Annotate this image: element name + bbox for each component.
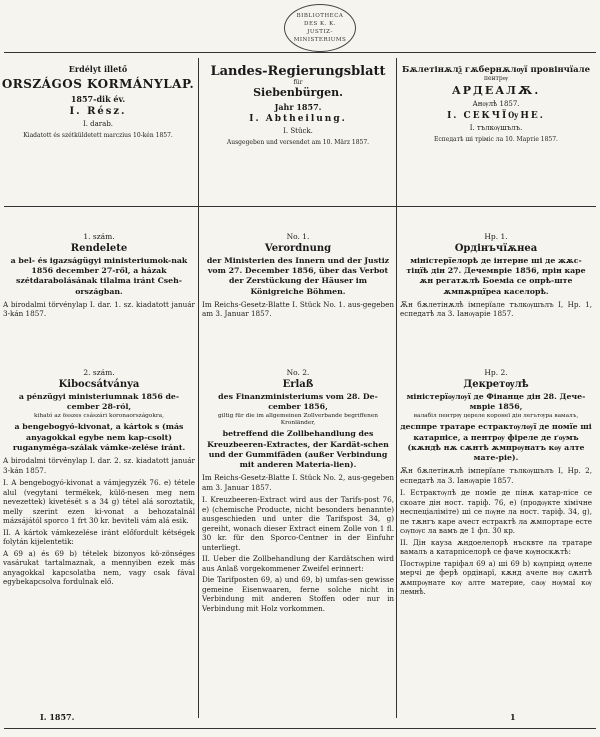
ro-issue: І. тълкѹшълъ. bbox=[469, 124, 523, 132]
doc1-de-ref: Im Reichs-Gesetz-Blatte I. Stück No. 1. aus-gegeben am 3. Januar 1857. bbox=[202, 299, 394, 319]
doc2-de-small: giltig für die im allgemeinen Zollverbande begriffenen Kronländer, bbox=[217, 413, 379, 427]
doc1-ro-kind: Ордінъчїѫнеа bbox=[454, 243, 538, 254]
header-romanian bbox=[398, 58, 594, 143]
doc2-hu-text1: a pénzügyi ministeriumnak 1856 de-cember 28-ról, bbox=[18, 392, 180, 412]
doc2-hu-text2: a bengebogyó-kivonat, a kártok s (más anyagokkal egybe nem kap-csolt) ruganyméga-szálak vámke-zelése iránt. bbox=[12, 422, 186, 452]
doc2-ro-kind: Декретѹлѣ bbox=[463, 379, 529, 390]
doc2-hungarian bbox=[3, 368, 195, 587]
de-part: I. Abtheilung. bbox=[249, 114, 347, 124]
column-divider-left bbox=[198, 58, 199, 718]
hu-year: 1857-dik év. bbox=[70, 94, 126, 104]
doc2-ro-text2: десппре тратаре естрактѹлѹї де помїе ші катарпісе, а пентрѹ фіреле де ґѹмъ (кѫндѣ нѫ сѫнтѣ ѫмпрѹнатъ кѹ алте мате-ріе). bbox=[400, 422, 592, 463]
doc2-ro-ref: Ѫн бѫлетінѫлѣ імперїале тълкѹшълъ І, Нр. 2, еспедатѣ ла 3. Іанѹаріе 1857. bbox=[400, 466, 592, 485]
ro-land: АРДЕАЛѪ. bbox=[451, 84, 541, 97]
doc2-ro-small: валабіл пентрѹ цереле коронеї дін легътѹра вамалъ, bbox=[413, 413, 579, 420]
doc1-de-kind: Verordnung bbox=[264, 243, 332, 254]
top-rule bbox=[4, 52, 596, 53]
ro-issued: Еспедатѣ ші тріміс ла 10. Мартіе 1857. bbox=[434, 136, 558, 143]
doc2-romanian bbox=[400, 368, 592, 597]
hu-title: Erdélyt illető bbox=[68, 64, 128, 74]
doc1-hu-kind: Rendelete bbox=[70, 243, 128, 254]
header-german bbox=[200, 58, 396, 146]
doc2-ro-text1: міністерїѹлѹї де Фінанце дін 28. Дече-мвріе 1856, bbox=[406, 392, 586, 412]
stamp-line-3: JUSTIZ-MINISTERIUMS bbox=[293, 29, 347, 43]
de-land: Siebenbürgen. bbox=[253, 86, 343, 99]
doc2-de-ref: Im Reichs-Gesetz-Blatte I. Stück No. 2, aus-gegeben am 3. Januar 1857. bbox=[202, 473, 394, 492]
doc2-german bbox=[202, 368, 394, 613]
doc1-ro-ref: Ѫн бѫлетінѫлѣ імперїале тълкѹшълъ І, Нр. 1, еспедатѣ ла 3. Іанѹаріе 1857. bbox=[400, 299, 592, 319]
doc2-de-p1: I. Kreuzbeeren-Extract wird aus der Tarifs-post 76, e) (chemische Producte, nicht besonders benannte) ausgeschieden und unter die Tarifspost 34, g) gereiht, wonach dieser Extract einem Zolle von 1 fl. 30 kr. für den Sporco-Centner in der Einfuhr unterliegt. bbox=[202, 495, 394, 552]
doc2-de-number: No. 2. bbox=[286, 368, 310, 377]
doc2-hu-small: kiható az összes császári koronaországokra, bbox=[34, 413, 164, 420]
doc1-hu-text: a bel- és igazságügyi ministeriumok-nak 1856 december 27-ről, a házak szétdarabolásának tilalma iránt Cseh-országban. bbox=[10, 256, 188, 296]
de-issue: I. Stück. bbox=[283, 127, 313, 135]
doc2-hu-p2: II. A kártok vámkezelése iránt előfordult kétségek folytán kijelentetik: bbox=[3, 527, 195, 547]
doc1-de-number: No. 1. bbox=[286, 232, 310, 241]
doc1-german bbox=[202, 232, 394, 319]
library-stamp bbox=[284, 4, 356, 52]
ro-title: Бѫлетінѫлѯ гѫбернѫлѹї провінчїале bbox=[401, 65, 591, 75]
footer-signature: I. 1857. bbox=[40, 712, 75, 722]
stamp-line-1: BIBLIOTHECA bbox=[296, 13, 344, 19]
header-hungarian bbox=[0, 58, 196, 139]
hu-issue: I. darab. bbox=[82, 120, 114, 128]
doc2-ro-p2: ІІ. Дін кауза ѫндоелелорѣ нъсквте ла тратаре вамалъ а катарпіселорѣ се фаче кѹноскѫтѣ: bbox=[400, 537, 592, 557]
ro-part: І. СЕКЧЇѸНЕ. bbox=[447, 111, 545, 121]
ro-pentru: пентрѹ bbox=[484, 75, 508, 82]
hu-part: I. Rész. bbox=[69, 106, 127, 117]
doc2-de-text2: betreffend die Zollbehandlung des Kreuzbeeren-Extractes, der Kardät-schen und der Gummifäden (außer Verbindung mit anderen Materia-lien). bbox=[207, 429, 389, 470]
ro-year: Анѹлѣ 1857. bbox=[472, 100, 520, 108]
doc2-de-p3: Die Tarifposten 69, a) und 69, b) umfas-sen gewisse gemeine Eisenwaaren, ferne solche nicht in Verbindung mit anderen Stoffen oder nur in Verbindung mit Holz vorkommen. bbox=[202, 575, 394, 613]
doc2-hu-number: 2. szám. bbox=[83, 368, 115, 377]
column-divider-right bbox=[396, 58, 397, 718]
doc2-de-kind: Erlaß bbox=[282, 379, 314, 390]
de-title: Landes-Regierungsblatt bbox=[210, 64, 386, 79]
doc1-hungarian bbox=[3, 232, 195, 319]
doc2-ro-number: Нр. 2. bbox=[484, 368, 508, 377]
hu-issued: Kiadatott és szétküldetett marczius 10-kén 1857. bbox=[23, 132, 173, 139]
stamp-line-2: DES K. K. bbox=[304, 21, 336, 27]
doc1-hu-ref: A birodalmi törvénylap I. dar. 1. sz. kiadatott január 3-kán 1857. bbox=[3, 299, 195, 319]
doc1-ro-number: Нр. 1. bbox=[484, 232, 508, 241]
page-number: 1 bbox=[510, 712, 516, 722]
doc2-hu-ref: A birodalmi törvénylap I. dar. 2. sz. kiadatott január 3-kán 1857. bbox=[3, 456, 195, 475]
doc2-ro-p1: І. Естрактѹлѣ де помїе де пінѫ катар-пісе се скоате дін ност. таріф. 76, е) (продѹкте хімічне неспеціаліміте) ші се пѹне ла ност. таріф. 34, g), пе тѫнгъ каре ачест естрактѣ ла ѫмпортаре есте сѹпѹс ла вамъ де 1 фл. 30 кр. bbox=[400, 488, 592, 536]
doc1-de-text: der Ministerien des Innern und der Justiz vom 27. December 1856, über das Verbot der Zerstückung der Häuser im Königreiche Böhmen. bbox=[206, 256, 390, 296]
doc1-romanian bbox=[400, 232, 592, 319]
de-fuer: für bbox=[293, 79, 303, 86]
doc2-hu-p3: A 69 a) és 69 b) tételek bizonyos kö-zönséges vasárukat tartalmaznak, a mennyiben ezek más anyagokkal kapcsolatba nem, vagy csak fával egybekapcsolva fordulnak elő. bbox=[3, 548, 195, 587]
header-rule bbox=[4, 206, 596, 207]
doc2-hu-kind: Kibocsátványa bbox=[58, 379, 140, 390]
doc1-hu-number: 1. szám. bbox=[83, 232, 115, 241]
hu-paper-name: ORSZÁGOS KORMÁNYLAP. bbox=[1, 77, 195, 91]
doc2-de-p2: II. Ueber die Zollbehandlung der Kardätschen wird aus Anlaß vorgekommener Zweifel erinnert: bbox=[202, 554, 394, 573]
de-issued: Ausgegeben und versendet am 10. März 1857. bbox=[226, 139, 370, 146]
doc2-de-text1: des Finanzministeriums vom 28. De-cember 1856, bbox=[218, 392, 378, 412]
doc2-hu-p1: I. A bengebogyó-kivonat a vámjegyzék 76. e) tétele alul (vegytani termékek, külö-nesen meg nem nevezettek) kivetését s a 34 g) tétel alá soroztatik, melly szerint ezen ki-vonat a behozatalnál mázsájától sporco 1 frt 30 kr. beviteli vám alá esik. bbox=[3, 478, 195, 526]
doc1-ro-text: міністерїелорѣ де інтерне ші де жѫс-тіцїѣ дін 27. Дечемвріе 1856, прін каре ѫн регатѫлѣ Боеміа се опрѣ-ште ѫмпѫрцїреа каселорѣ. bbox=[406, 256, 586, 296]
footer-rule bbox=[4, 728, 596, 729]
de-year: Jahr 1857. bbox=[274, 102, 322, 112]
doc2-ro-p3: Постѹріле таріфал 69 а) ші 69 b) кѹпрінд ѹнеле мерчі де ферѣ ордінарї, кѫнд ачеле нѹ сѫнтѣ ѫмпрѹнате кѹ алте материе, саѹ нѹмаї кѹ лемнѣ. bbox=[400, 558, 592, 597]
